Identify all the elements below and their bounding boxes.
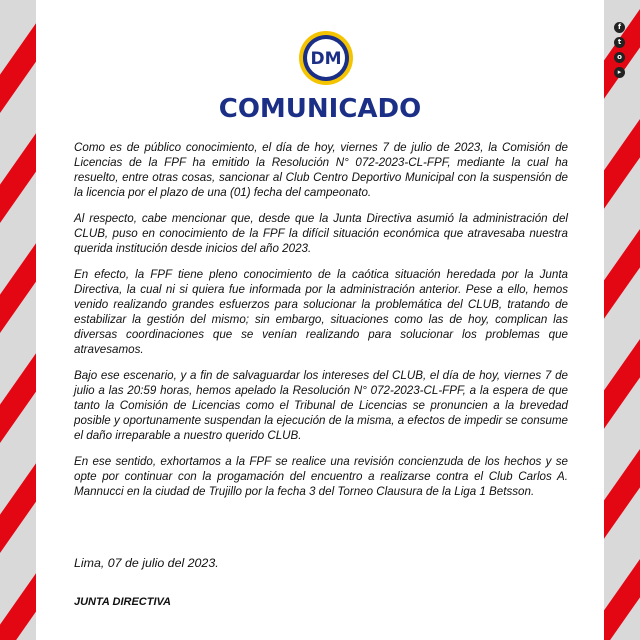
club-logo: [298, 30, 354, 86]
twitter-icon[interactable]: t: [614, 37, 625, 48]
paragraph: En efecto, la FPF tiene pleno conocimiento de la caótica situación heredada por la Junta Directiva, la cual ni si quiera fue informada por la administración anterior. Pese a ello, hemos venido realizando grandes esfuerzos para solucionar la problemática del CLUB, tratando de estabilizar la gestión del mismo; sin embargo, situaciones como las de hoy, complican las diversas coordinaciones que se venían realizando para solucionar los problemas que atravesamos.: [74, 268, 568, 356]
place-date: Lima, 07 de julio del 2023.: [74, 556, 219, 570]
instagram-icon[interactable]: o: [614, 52, 625, 63]
social-icons: [614, 22, 628, 82]
youtube-icon[interactable]: ▸: [614, 67, 625, 78]
signature: JUNTA DIRECTIVA: [74, 596, 171, 608]
statement-body: [74, 140, 568, 510]
page-title: COMUNICADO: [218, 94, 422, 124]
facebook-icon[interactable]: f: [614, 22, 625, 33]
statement-card: [36, 0, 604, 640]
paragraph: Bajo ese escenario, y a fin de salvaguardar los intereses del CLUB, el día de hoy, viernes 7 de julio a las 20:59 horas, hemos apelado la Resolución N° 072-2023-CL-FPF, a la espera de que tanto la Comisión de Licencias como el Tribunal de Licencias se pronuncien a la brevedad posible y oportunamente suspendan la ejecución de la misma, a efectos de impedir se consume el daño irreparable a nuestro querido CLUB.: [74, 369, 568, 442]
paragraph: Como es de público conocimiento, el día de hoy, viernes 7 de julio de 2023, la Comisión de Licencias de la FPF ha emitido la Resolución N° 072-2023-CL-FPF, mediante la cual ha resuelto, entre otras cosas, sancionar al Club Centro Deportivo Municipal con la suspensión de la licencia por el plazo de una (01) fecha del campeonato.: [74, 141, 568, 199]
paragraph: En ese sentido, exhortamos a la FPF se realice una revisión concienzuda de los hechos y se opte por continuar con la progamación del encuentro a realizarse contra el Club Carlos A. Mannucci en la ciudad de Trujillo por la fecha 3 del Torneo Clausura de la Liga 1 Betsson.: [74, 455, 568, 498]
paragraph: Al respecto, cabe mencionar que, desde que la Junta Directiva asumió la administración del CLUB, puso en conocimiento de la FPF la difícil situación económica que atravesaba nuestra querida institución desde inicios del año 2023.: [74, 212, 568, 255]
svg-text:DM: DM: [310, 49, 342, 69]
